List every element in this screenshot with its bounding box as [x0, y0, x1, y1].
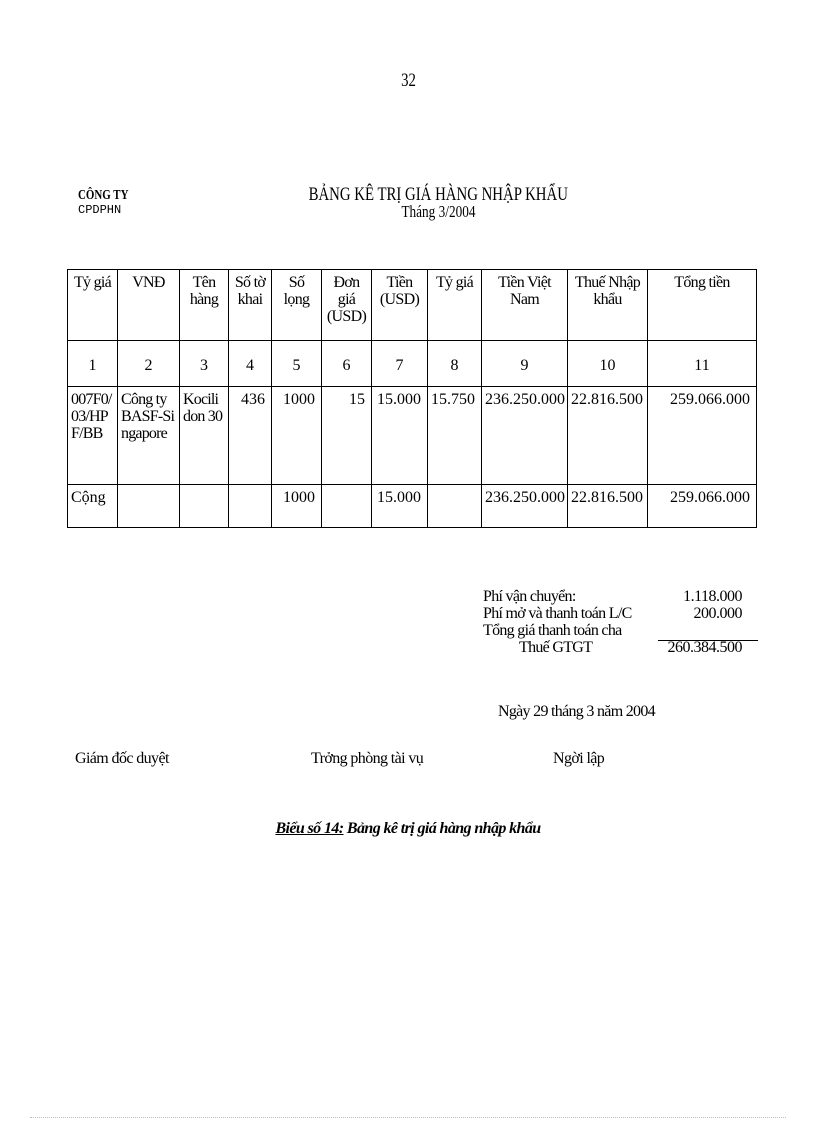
cell-import-tax: 22.816.500: [568, 387, 648, 485]
total-payment-value: 260.384.500: [667, 639, 742, 656]
total-cell: [118, 485, 180, 528]
cell-exchange-rate: 15.750: [428, 387, 482, 485]
report-title: [0, 186, 816, 220]
vat-label: Thuế GTGT: [519, 639, 593, 656]
header-cell: Tỷ giá: [428, 270, 482, 341]
total-cell: [322, 485, 372, 528]
cell-amount-vnd: 236.250.000: [482, 387, 568, 485]
cell-declaration-no: 436: [229, 387, 272, 485]
header-cell: Tiền Việt Nam: [482, 270, 568, 341]
cell-declaration-code: 007F0/03/HPF/BB: [68, 387, 118, 485]
date-line: Ngày 29 tháng 3 năm 2004: [498, 703, 655, 720]
column-number-cell: 1: [68, 341, 118, 387]
column-number-cell: 7: [372, 341, 428, 387]
caption-ref: Biểu số 14:: [275, 820, 344, 837]
company-line-1: CÔNG TY: [78, 188, 129, 203]
header-cell: Số lọng: [272, 270, 322, 341]
shipping-label: Phí vận chuyển:: [483, 588, 576, 605]
table-row: [68, 387, 757, 485]
total-grand: 259.066.000: [648, 485, 757, 528]
lc-fee-label: Phí mở và thanh toán L/C: [483, 605, 632, 622]
column-number-cell: 4: [229, 341, 272, 387]
figure-caption: [0, 820, 816, 838]
report-title-sub: Tháng 3/2004: [400, 202, 476, 221]
column-number-row: [68, 341, 757, 387]
company-line-2: CPDPHN: [78, 203, 122, 217]
header-cell: VNĐ: [118, 270, 180, 341]
total-cell: [229, 485, 272, 528]
header-cell: Đơn giá (USD): [322, 270, 372, 341]
lc-fee-value: 200.000: [693, 605, 742, 622]
column-number-cell: 8: [428, 341, 482, 387]
header-cell: Tiền (USD): [372, 270, 428, 341]
column-number-cell: 3: [180, 341, 229, 387]
column-number-cell: 10: [568, 341, 648, 387]
total-amount-usd: 15.000: [372, 485, 428, 528]
cell-product-name: Kocilidon 30: [180, 387, 229, 485]
column-number-cell: 6: [322, 341, 372, 387]
header-cell: Thuế Nhập khẩu: [568, 270, 648, 341]
caption-text: Bảng kê trị giá hàng nhập khẩu: [346, 820, 541, 837]
signature-preparer: Ngời lập: [553, 750, 605, 767]
total-payment-label: Tổng giá thanh toán cha: [483, 622, 622, 639]
total-amount-vnd: 236.250.000: [482, 485, 568, 528]
report-title-main: BẢNG KÊ TRỊ GIÁ HÀNG NHẬP KHẨU: [308, 184, 568, 205]
header-cell: Tên hàng: [180, 270, 229, 341]
header-cell: Tỷ giá: [68, 270, 118, 341]
header-cell: Tổng tiền: [648, 270, 757, 341]
page-number: 32: [400, 70, 416, 91]
column-number-cell: 2: [118, 341, 180, 387]
total-cell: [180, 485, 229, 528]
total-import-tax: 22.816.500: [568, 485, 648, 528]
import-value-table: [67, 269, 757, 528]
cell-unit-price: 15: [322, 387, 372, 485]
cell-quantity: 1000: [272, 387, 322, 485]
sum-divider: [658, 640, 758, 641]
cell-total: 259.066.000: [648, 387, 757, 485]
table-total-row: [68, 485, 757, 528]
cell-supplier: Công ty BASF-Singapore: [118, 387, 180, 485]
column-number-cell: 9: [482, 341, 568, 387]
column-number-cell: 11: [648, 341, 757, 387]
signature-finance-head: Trởng phòng tài vụ: [311, 750, 424, 767]
total-quantity: 1000: [272, 485, 322, 528]
cost-summary: [483, 588, 758, 656]
header-cell: Số tờ khai: [229, 270, 272, 341]
signature-director: Giám đốc duyệt: [75, 750, 169, 767]
total-cell: [428, 485, 482, 528]
page-bottom-border: [30, 1117, 786, 1118]
cell-amount-usd: 15.000: [372, 387, 428, 485]
table-header-row: [68, 270, 757, 341]
total-label: Cộng: [68, 485, 118, 528]
column-number-cell: 5: [272, 341, 322, 387]
shipping-value: 1.118.000: [683, 588, 742, 605]
